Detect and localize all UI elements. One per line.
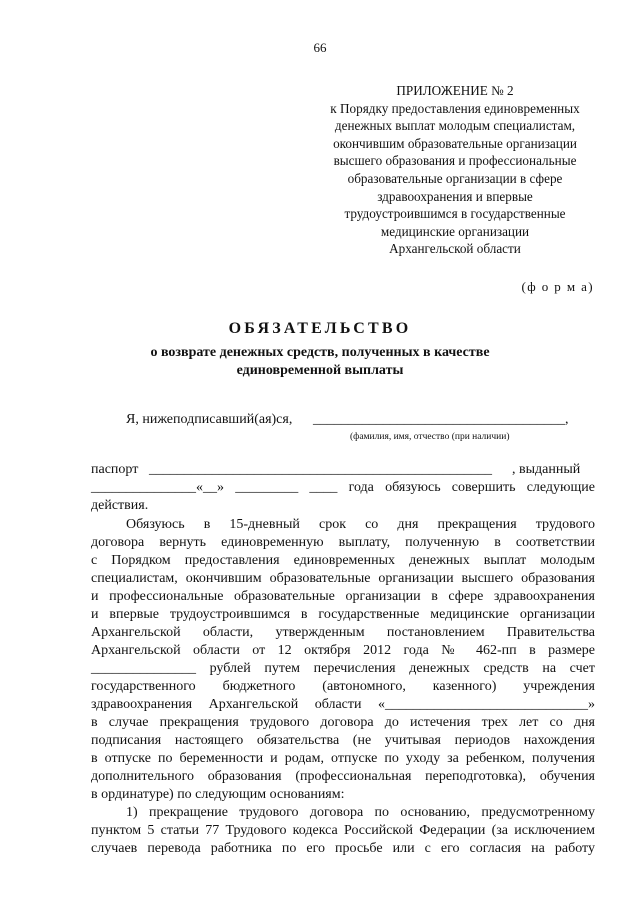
signatory-name-field[interactable]: ____________________________________, xyxy=(313,412,569,427)
body-line: подписания настоящего обязательства (не учитывая периодов нахождения xyxy=(91,733,595,748)
body-line: случаев перевода работника по его просьбе или с его согласия на работу xyxy=(91,841,595,856)
signatory-prefix: Я, нижеподписавший(ая)ся, xyxy=(126,412,293,427)
passport-issue-line: _______________«__» _________ ____ года обязуюсь совершить следующие xyxy=(91,480,595,495)
body-line: и профессиональные образовательные организации в сфере здравоохранения xyxy=(91,589,595,604)
passport-issued-label: , выданный xyxy=(512,462,581,477)
body-line: и впервые трудоустроившимся в государственные медицинские организации xyxy=(91,607,595,622)
body-line: с Порядком предоставления единовременных денежных выплат молодым xyxy=(91,553,595,568)
passport-actions-line: действия. xyxy=(91,498,149,513)
appendix-line: Архангельской области xyxy=(389,241,521,257)
body-line: Архангельской области, утвержденным постановлением Правительства xyxy=(91,625,595,640)
body-line: в отпуске по беременности и родам, отпуске по уходу за ребенком, получения xyxy=(91,751,595,766)
appendix-line: высшего образования и профессиональные xyxy=(333,153,577,169)
body-line: в ординатуре) по следующим основаниям: xyxy=(91,787,345,802)
page-number: 66 xyxy=(313,40,327,55)
appendix-line: здравоохранения и впервые xyxy=(377,188,533,204)
document-title: ОБЯЗАТЕЛЬСТВО xyxy=(228,320,412,337)
body-line: государственного бюджетного (автономного, казенного) учреждения xyxy=(91,679,595,694)
signatory-caption: (фамилия, имя, отчество (при наличии) xyxy=(350,432,510,442)
passport-number-field[interactable]: _________________________________________________ xyxy=(149,462,492,477)
appendix-header xyxy=(296,82,614,258)
passport-label: паспорт xyxy=(91,462,139,477)
body-line: Обязуюсь в 15-дневный срок со дня прекращения трудового xyxy=(126,517,595,532)
body-line: в случае прекращения трудового договора до истечения трех лет со дня xyxy=(91,715,595,730)
body-line: Архангельской области от 12 октября 2012 года № 462-пп в размере xyxy=(91,643,595,658)
appendix-line: образовательные организации в сфере xyxy=(347,170,563,186)
body-line: специалистам, окончившим образовательные организации высшего образования xyxy=(91,571,595,586)
form-mark: (ф о р м а) xyxy=(521,279,594,294)
appendix-line: денежных выплат молодым специалистам, xyxy=(334,118,576,134)
appendix-line: к Порядку предоставления единовременных xyxy=(330,100,580,116)
body-line: дополнительного образования (профессиональная переподготовка), обучения xyxy=(91,769,595,784)
body-line: 1) прекращение трудового договора по основанию, предусмотренному xyxy=(126,805,595,820)
body-line: _______________ рублей путем перечисления денежных средств на счет xyxy=(91,661,595,676)
body-line: договора вернуть единовременную выплату, полученную в соответствии xyxy=(91,535,595,550)
subtitle-line: о возврате денежных средств, полученных в качестве xyxy=(150,345,490,360)
appendix-line: трудоустроившимся в государственные xyxy=(344,206,566,222)
appendix-line: медицинские организации xyxy=(380,223,530,239)
subtitle-line: единовременной выплаты xyxy=(236,363,404,378)
body-line: здравоохранения Архангельской области «_____________________________» xyxy=(91,697,595,712)
appendix-heading: ПРИЛОЖЕНИЕ № 2 xyxy=(396,83,514,98)
document-subtitle xyxy=(0,344,640,380)
body-line: пунктом 5 статьи 77 Трудового кодекса Российской Федерации (за исключением xyxy=(91,823,595,838)
appendix-line: окончившим образовательные организации xyxy=(333,135,577,151)
